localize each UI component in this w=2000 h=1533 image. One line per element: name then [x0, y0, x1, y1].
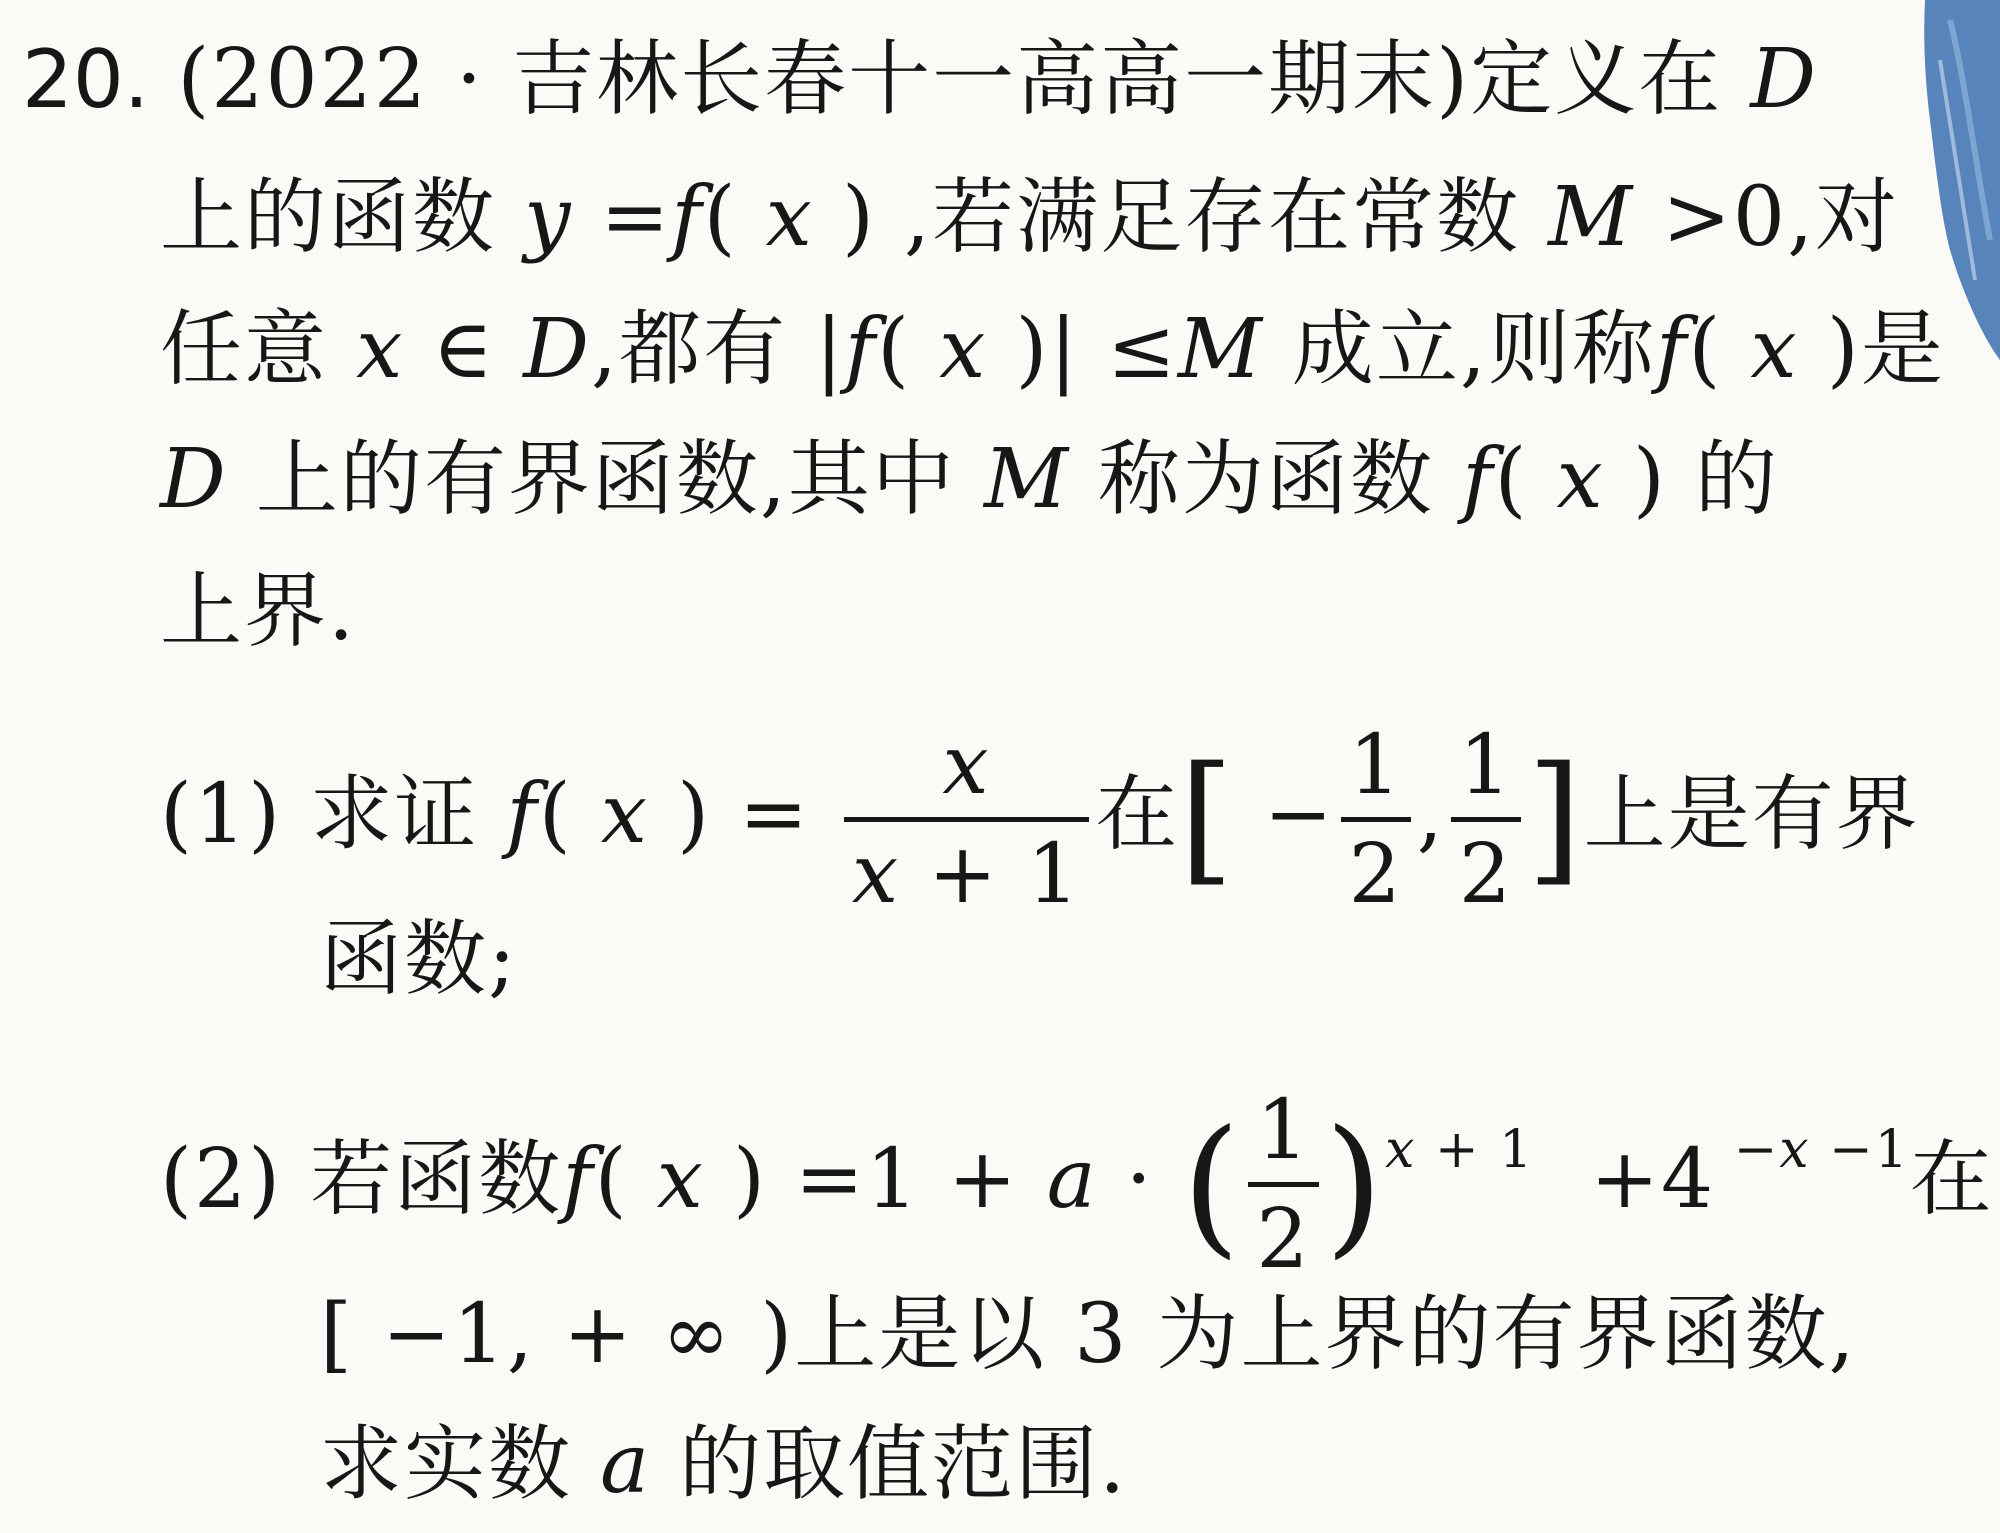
part2-line-3: 求实数 a 的取值范围.	[320, 1417, 1128, 1512]
intro-text-6: 都有	[619, 302, 788, 397]
part2-text-e: 的取值范围.	[679, 1417, 1128, 1512]
part1-text-b: 在	[1095, 767, 1180, 862]
intro-text-9: 上的有界函数,其中	[255, 432, 956, 527]
part1-lower-bound: $\frac{1}{2}$	[1341, 725, 1411, 916]
question-number: 20.	[22, 33, 150, 126]
intro-text-1: 定义在	[1470, 32, 1723, 127]
intro-text-3: 若满足存在常数	[932, 170, 1521, 265]
part2-line-2	[320, 1285, 1857, 1385]
part2-text-d: 求实数	[320, 1417, 573, 1512]
part1-label: (1)	[160, 767, 283, 862]
part1-text-c: 上是有界	[1583, 767, 1920, 862]
part2-text-a: 若函数	[310, 1132, 563, 1227]
intro-line-2: 上的函数 y =f( x ) ,若满足存在常数 M >0,对	[160, 170, 1900, 265]
part2-fraction: $\frac{1}{2}$	[1248, 1090, 1318, 1281]
part1-upper-bound: $\frac{1}{2}$	[1451, 725, 1521, 916]
part2-text-c: 上是以 3 为上界的有界函数,	[794, 1287, 1857, 1382]
intro-line-4: D 上的有界函数,其中 M 称为函数 f( x ) 的	[160, 432, 1779, 527]
part1-line-2	[320, 910, 518, 1010]
intro-text-11: 的	[1694, 432, 1779, 527]
part1-fraction: $\frac{x}{x + 1}$	[844, 725, 1089, 916]
problem-source: (2022 · 吉林长春十一高高一期末)	[177, 32, 1471, 127]
problem-header-line: 20. (2022 · 吉林长春十一高高一期末)定义在 D	[22, 32, 1819, 127]
part1-text-d: 函数;	[320, 912, 518, 1007]
intro-text-12: 上界.	[160, 564, 357, 659]
part2-line: (2) 若函数f( x ) =1 + a · ( $\frac{1}{2}$ )$^{x + 1}$ +4 $^{-x -1}$在	[160, 1083, 1994, 1287]
intro-line-3: 任意 x ∈ D,都有 |f( x )| ≤M 成立,则称f( x )是	[160, 302, 1945, 397]
intro-text-7: 成立,则称	[1291, 302, 1656, 397]
intro-text-5: 任意	[160, 302, 329, 397]
intro-text-4: 对	[1815, 170, 1900, 265]
intro-line-5	[160, 562, 356, 662]
intro-text-8: 是	[1860, 302, 1945, 397]
intro-text-2: 上的函数	[160, 170, 497, 265]
intro-text-10: 称为函数	[1098, 432, 1435, 527]
part1-line: (1) 求证 f( x ) = $\frac{x}{x + 1}$ 在[ − $\frac{1}{2}$ , $\frac{1}{2}$ ]上是有界	[160, 718, 1920, 922]
part2-label: (2)	[160, 1132, 283, 1227]
part2-text-b: 在	[1909, 1132, 1994, 1227]
part1-text-a: 求证	[310, 767, 479, 862]
part2-interval: [ −1, + ∞ )	[320, 1287, 795, 1382]
